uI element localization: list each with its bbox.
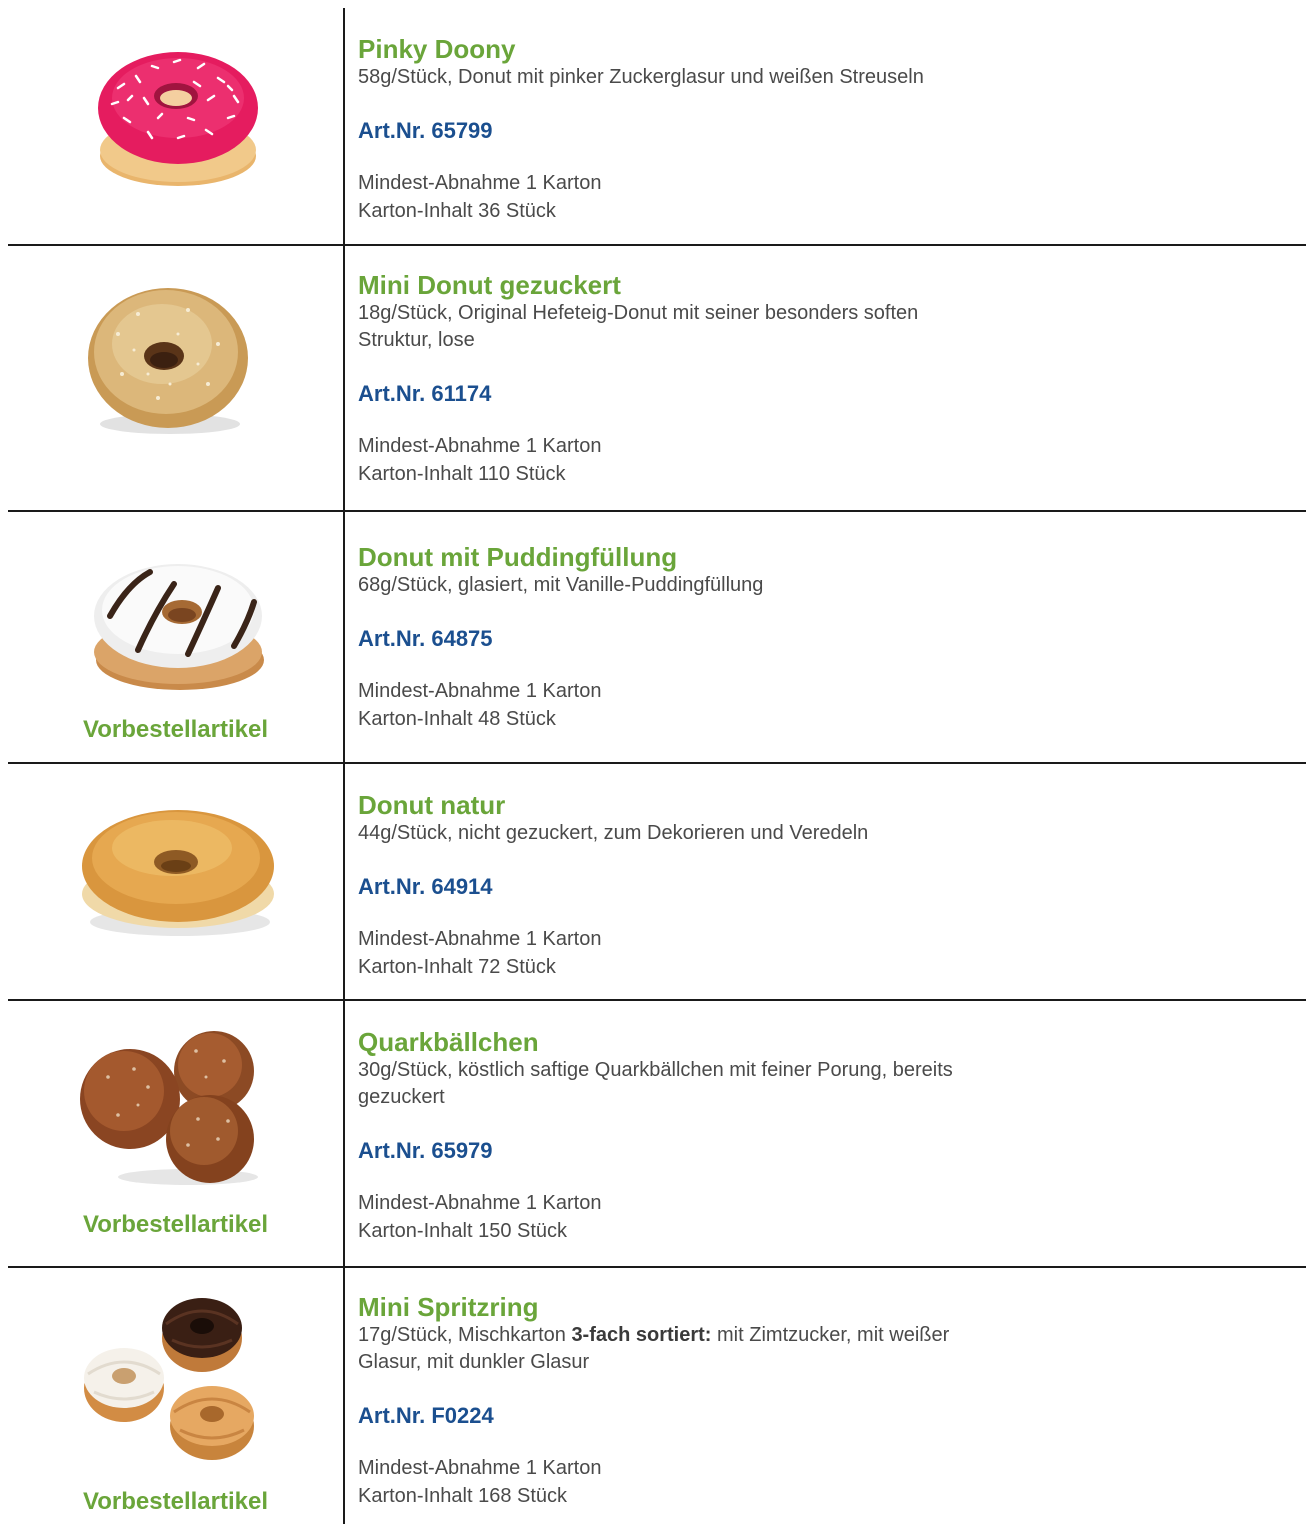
carton-content: Karton-Inhalt 48 Stück (358, 708, 556, 730)
minimum-order: Mindest-Abnahme 1 Karton (358, 928, 602, 950)
carton-content: Karton-Inhalt 72 Stück (358, 956, 556, 978)
quark-balls-image (78, 1021, 268, 1191)
pink-donut-image (88, 38, 268, 198)
carton-content: Karton-Inhalt 150 Stück (358, 1220, 568, 1242)
article-number: Art.Nr. 64914 (358, 874, 493, 899)
product-description-line1: 18g/Stück, Original Hefeteig-Donut mit seiner besonders soften (358, 302, 919, 324)
carton-content: Karton-Inhalt 36 Stück (358, 200, 556, 222)
product-title: Quarkbällchen (358, 1027, 539, 1057)
article-number: Art.Nr. 65979 (358, 1138, 493, 1163)
product-title: Pinky Doony (358, 34, 516, 64)
product-row-mini-spritzring (0, 1268, 1306, 1524)
minimum-order: Mindest-Abnahme 1 Karton (358, 435, 602, 457)
article-number: Art.Nr. F0224 (358, 1403, 494, 1428)
product-title: Mini Spritzring (358, 1292, 539, 1322)
product-description-line2: Struktur, lose (358, 329, 475, 351)
minimum-order: Mindest-Abnahme 1 Karton (358, 1192, 602, 1214)
product-description: 44g/Stück, nicht gezuckert, zum Dekorieren und Veredeln (358, 822, 869, 844)
product-info (358, 270, 1058, 488)
product-title: Mini Donut gezuckert (358, 270, 621, 300)
article-number: Art.Nr. 65799 (358, 118, 493, 143)
preorder-label: Vorbestellartikel (83, 1488, 268, 1515)
carton-content: Karton-Inhalt 168 Stück (358, 1485, 568, 1507)
product-info (358, 1292, 1058, 1510)
product-info (358, 34, 1058, 225)
product-row-pudding-donut (0, 512, 1306, 762)
sugared-donut-image (78, 274, 258, 444)
product-row-pinky-doony (0, 0, 1306, 244)
minimum-order: Mindest-Abnahme 1 Karton (358, 1457, 602, 1479)
assortment-highlight: 3-fach sortiert: (571, 1324, 712, 1346)
product-description: 58g/Stück, Donut mit pinker Zuckerglasur und weißen Streuseln (358, 66, 924, 88)
product-row-quarkbaellchen (0, 1001, 1306, 1266)
preorder-label: Vorbestellartikel (83, 1211, 268, 1238)
glazed-striped-donut-image (88, 554, 268, 694)
minimum-order: Mindest-Abnahme 1 Karton (358, 680, 602, 702)
carton-content: Karton-Inhalt 110 Stück (358, 463, 566, 485)
product-description-line1: 30g/Stück, köstlich saftige Quarkbällchen mit feiner Porung, bereits (358, 1059, 953, 1081)
product-image-cell (8, 0, 343, 244)
product-description-line2: Glasur, mit dunkler Glasur (358, 1351, 590, 1373)
plain-donut-image (76, 794, 280, 944)
description-part: 17g/Stück, Mischkarton (358, 1324, 572, 1346)
product-row-donut-natur (0, 764, 1306, 999)
product-row-mini-donut (0, 246, 1306, 510)
product-image-cell (8, 512, 343, 762)
preorder-label: Vorbestellartikel (83, 716, 268, 743)
product-image-cell (8, 1268, 343, 1524)
product-image-cell (8, 246, 343, 510)
product-description-line2: gezuckert (358, 1086, 445, 1108)
spritzring-image (82, 1288, 282, 1468)
article-number: Art.Nr. 64875 (358, 626, 493, 651)
product-description: 68g/Stück, glasiert, mit Vanille-Puddingfüllung (358, 574, 764, 596)
article-number: Art.Nr. 61174 (358, 381, 492, 406)
product-info (358, 1027, 1058, 1245)
product-title: Donut natur (358, 790, 506, 820)
minimum-order: Mindest-Abnahme 1 Karton (358, 172, 602, 194)
product-image-cell (8, 764, 343, 999)
product-title: Donut mit Puddingfüllung (358, 542, 678, 572)
product-info (358, 790, 1058, 981)
product-image-cell (8, 1001, 343, 1266)
description-part: mit Zimtzucker, mit weißer (711, 1324, 950, 1346)
product-description-line1 (358, 1322, 1058, 1349)
product-info (358, 542, 1058, 733)
